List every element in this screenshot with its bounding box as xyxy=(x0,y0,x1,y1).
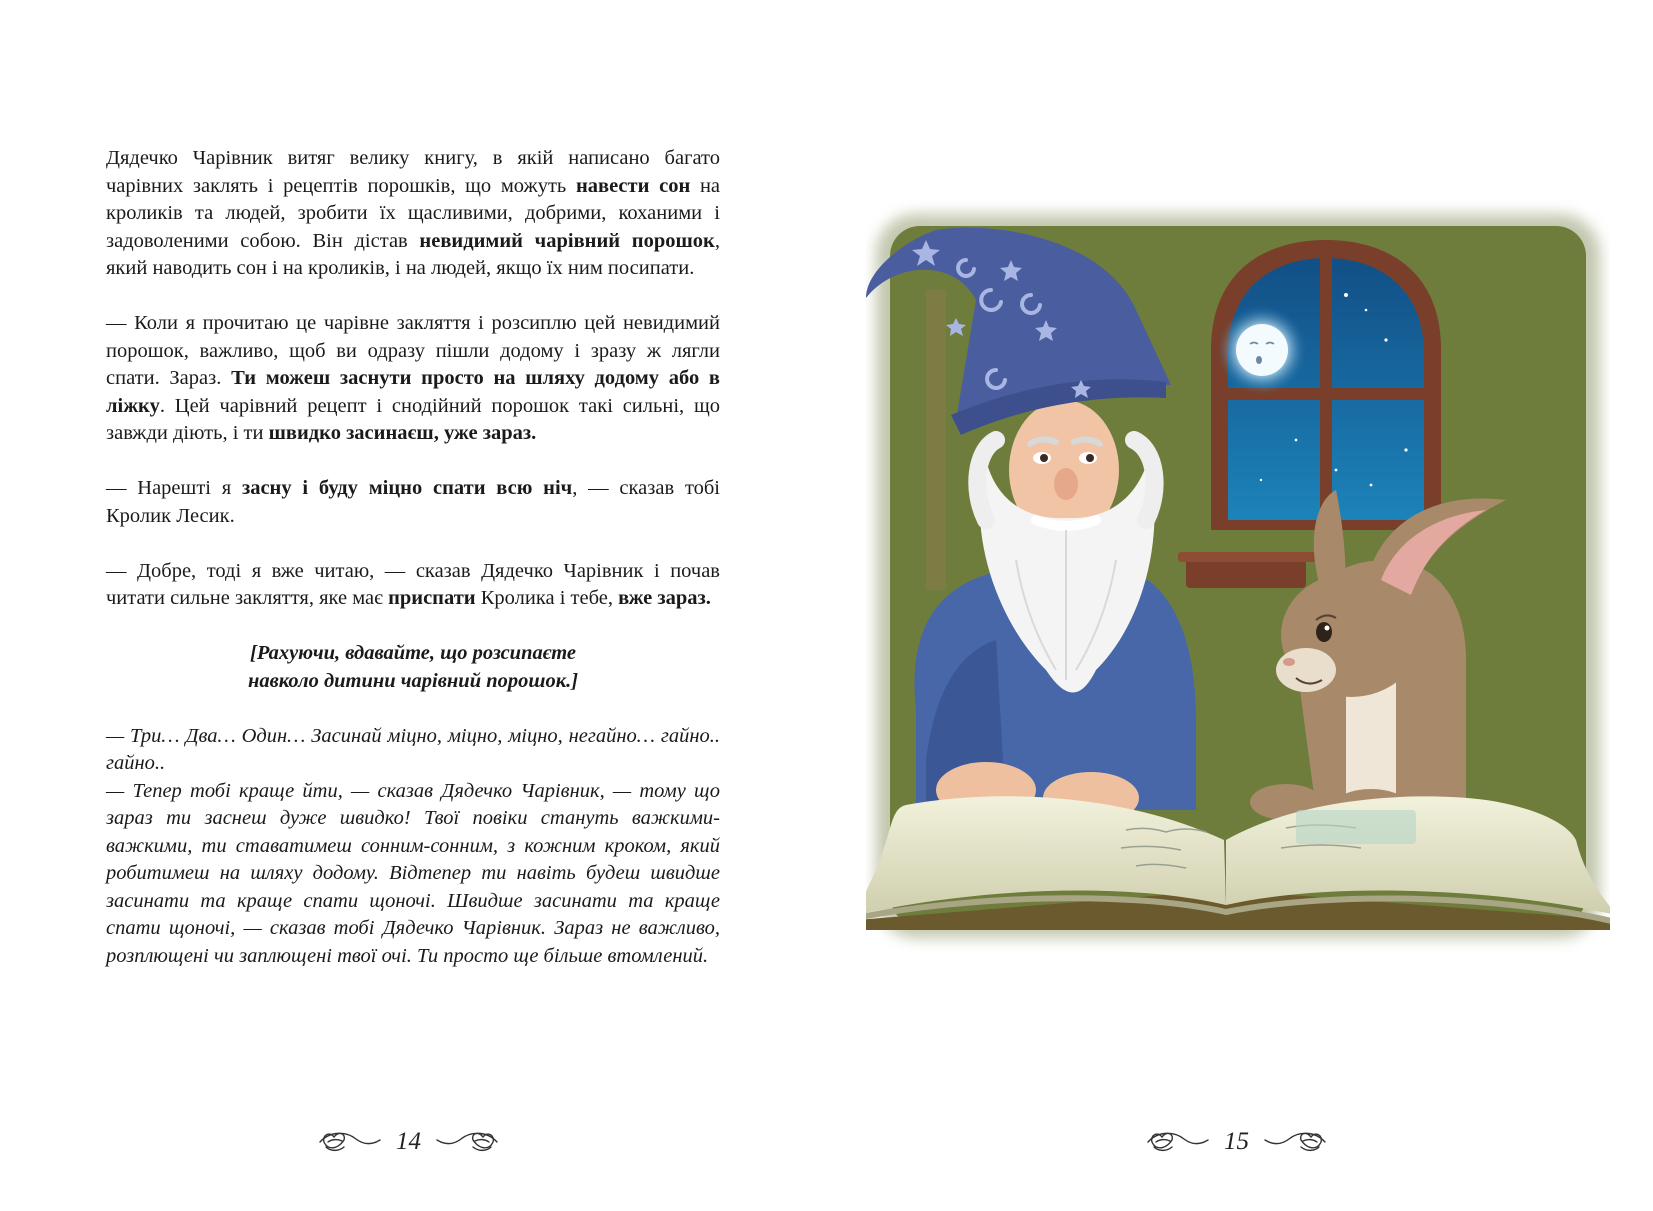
text-run: , — сказав тобі Кролик Лесик. xyxy=(106,477,721,527)
text-run: на кроликів та людей, зробити їх щасливими, добрими, коханими і задоволеними собою. Він дістав xyxy=(106,174,721,252)
paragraph-final: — Тепер тобі краще йти, — сказав Дядечко Чарівник, — тому що зараз ти заснеш дуже швидко! Твої повіки стануть важкими-важкими, ти ставатимеш сонним-сонним, з кожним кроком, який робитимеш на шляху додому. Відтепер ти навіть будеш швидше засинати та краще спати щоночі. Швидше засинати та краще спати щоночі, — сказав тобі Дядечко Чарівник. Зараз не важливо, розплющені чи заплющені твої очі. Ти просто ще більше втомлений. xyxy=(106,779,720,967)
wizard-rabbit-illustration xyxy=(866,200,1610,992)
page-footer-right xyxy=(1144,1122,1329,1162)
leaf-ornament-left-icon xyxy=(316,1125,382,1159)
bold-text: Ти можеш заснути просто на шляху додому або в ліжку xyxy=(106,367,720,417)
bold-text: навести сон xyxy=(575,174,691,197)
page-footer-left xyxy=(316,1122,501,1162)
paragraph-3 xyxy=(106,475,720,530)
text-run: — Добре, тоді я вже читаю, — сказав Дядечко Чарівник і почав читати сильне закляття, яке має xyxy=(106,559,720,609)
text-run: , який наводить сон і на кроликів, і на людей, якщо їх ним посипати. xyxy=(106,229,720,279)
stage-direction-line-1: [Рахуючи, вдавайте, що розсипаєте xyxy=(250,642,576,664)
leaf-ornament-right-icon xyxy=(435,1125,501,1159)
text-run: . Цей чарівний рецепт і снодійний порошок такі сильні, що завжди діють, і ти xyxy=(106,394,720,444)
moon-icon xyxy=(1236,324,1288,376)
bold-text: швидко засинаєш, уже зараз. xyxy=(268,422,537,444)
paragraph-2 xyxy=(106,310,720,448)
leaf-ornament-right-icon xyxy=(1263,1125,1329,1159)
paragraph-countdown: — Три… Два… Один… Засинай міцно, міцно, міцно, негайно… гайно.. гайно.. xyxy=(106,724,720,774)
page-number: 14 xyxy=(396,1128,421,1155)
paragraph-4 xyxy=(106,558,720,613)
page-number: 15 xyxy=(1224,1128,1249,1155)
bold-text: приспати xyxy=(388,587,476,609)
text-run: Кролика і тебе, xyxy=(475,587,619,609)
leaf-ornament-left-icon xyxy=(1144,1125,1210,1159)
stage-direction xyxy=(106,640,720,695)
story-text xyxy=(106,145,720,998)
text-run: Дядечко Чарівник витяг велику книгу, в якій написано багато чарівних заклять і рецептів порошків, що можуть xyxy=(106,147,720,197)
bold-text: засну і буду міцно спати всю ніч xyxy=(241,477,573,499)
left-page xyxy=(0,0,826,1211)
bold-text: невидимий чарівний порошок xyxy=(419,229,715,252)
stage-direction-line-2: навколо дитини чарівний порошок.] xyxy=(247,669,579,692)
bold-text: вже зараз. xyxy=(618,587,711,609)
text-run: — Коли я прочитаю це чарівне закляття і розсиплю цей невидимий порошок, важливо, щоб ви одразу пішли додому і зразу ж лягли спати. Зараз. xyxy=(106,312,720,389)
shelf-edge xyxy=(926,290,946,590)
text-run: — Нарешті я xyxy=(106,477,242,499)
paragraph-1 xyxy=(106,145,720,283)
